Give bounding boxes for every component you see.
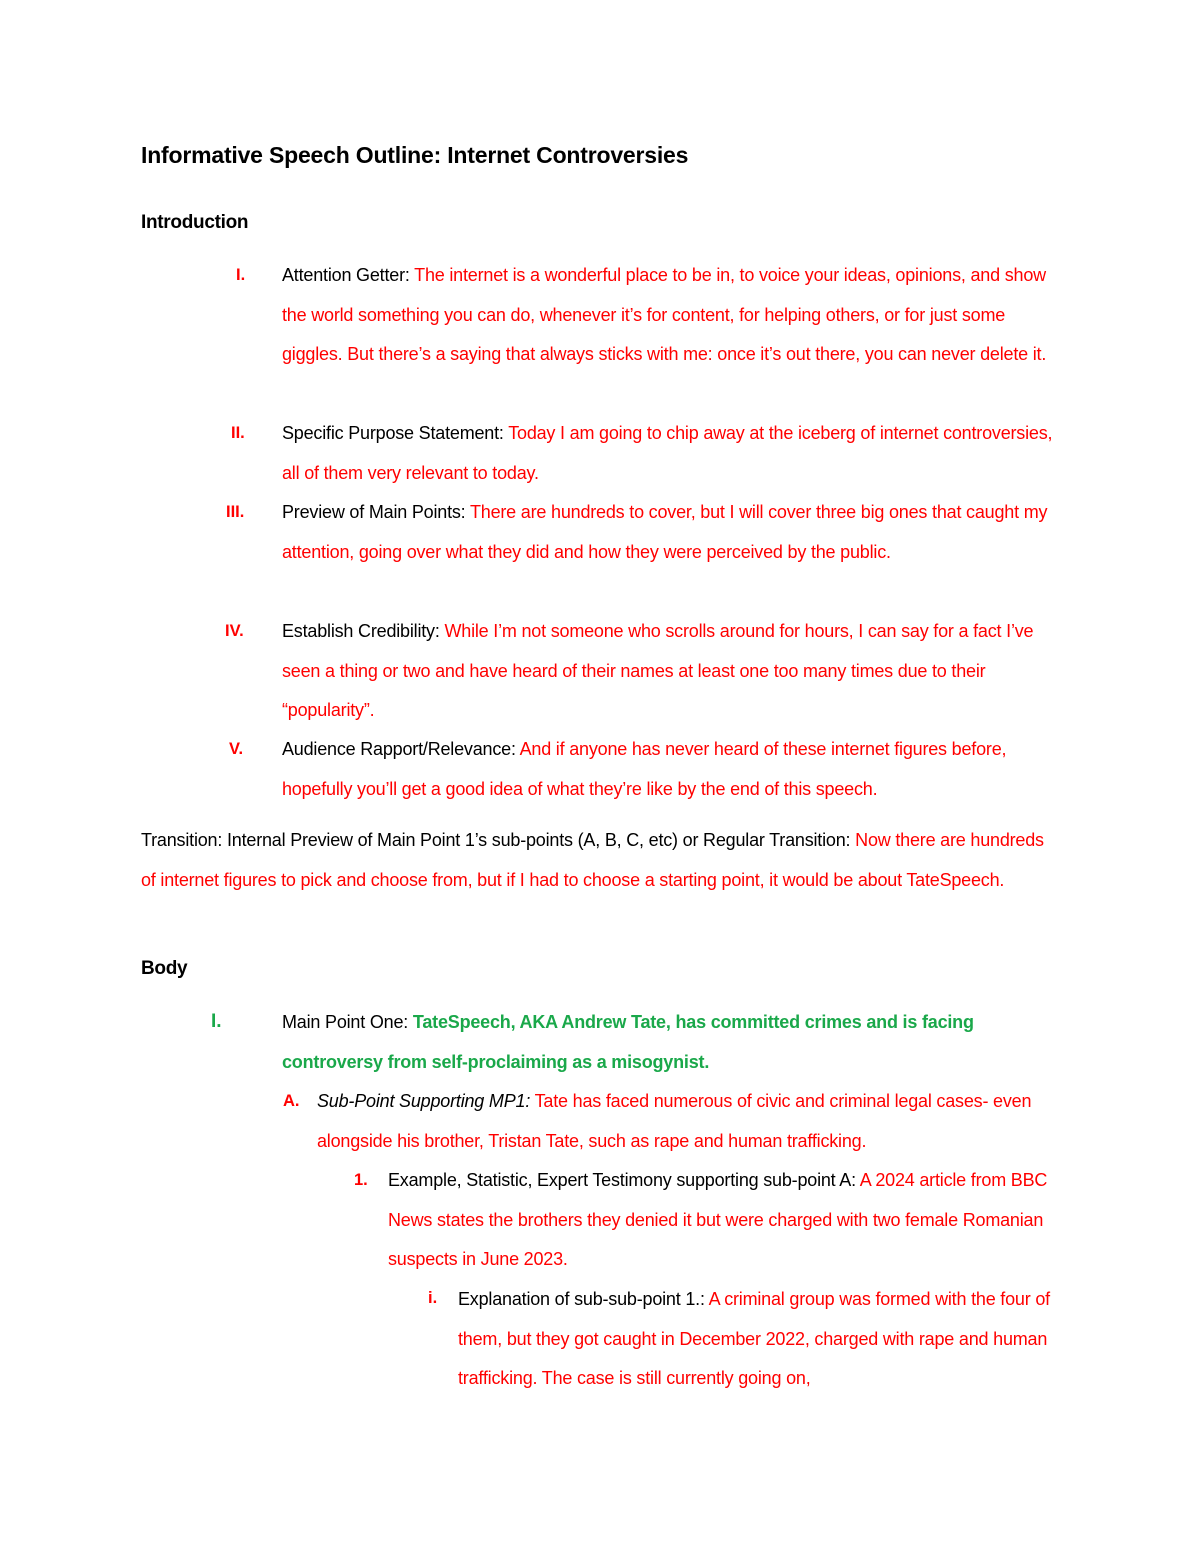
intro-item-4-number: IV. [225, 622, 244, 640]
intro-item-5-number: V. [229, 740, 244, 758]
intro-item-2-label: Specific Purpose Statement: [282, 423, 504, 443]
example-1-label: Example, Statistic, Expert Testimony supporting sub-point A: [388, 1170, 856, 1190]
intro-item-4 [282, 612, 1072, 731]
main-point-one [282, 1003, 1042, 1082]
intro-item-3-label: Preview of Main Points: [282, 502, 466, 522]
intro-item-4-text: While I’m not someone who scrolls around for hours, I can say for a fact I’ve seen a thing or two and have heard of their names at least one too many times due to their “popularity”. [282, 621, 1034, 721]
body-heading: Body [141, 958, 188, 979]
example-1 [388, 1161, 1068, 1280]
transition-paragraph [141, 821, 1061, 900]
sub-point-a [317, 1082, 1077, 1161]
intro-item-1-text: The internet is a wonderful place to be in, to voice your ideas, opinions, and show the world something you can do, whenever it’s for content, for helping others, or for just some giggles. But there’s a saying that always sticks with me: once it’s out there, you can never delete it. [282, 265, 1047, 365]
sub-point-a-text: Tate has faced numerous of civic and criminal legal cases- even alongside his brother, Tristan Tate, such as rape and human trafficking. [317, 1091, 1032, 1151]
intro-item-3-text: There are hundreds to cover, but I will cover three big ones that caught my attention, going over what they did and how they were perceived by the public. [282, 502, 1048, 562]
transition-label: Transition: Internal Preview of Main Point 1’s sub-points (A, B, C, etc) or Regular Transition: [141, 830, 851, 850]
sub-point-a-label: Sub-Point Supporting MP1: [317, 1091, 531, 1111]
transition-text: Now there are hundreds of internet figures to pick and choose from, but if I had to choose a starting point, it would be about TateSpeech. [141, 830, 1044, 890]
document-title: Informative Speech Outline: Internet Controversies [141, 142, 689, 168]
explanation-i-text: A criminal group was formed with the four of them, but they got caught in December 2022, charged with rape and human trafficking. The case is still currently going on, [458, 1289, 1050, 1389]
intro-item-5-text: And if anyone has never heard of these internet figures before, hopefully you’ll get a good idea of what they’re like by the end of this speech. [282, 739, 1007, 799]
intro-item-5-label: Audience Rapport/Relevance: [282, 739, 516, 759]
intro-item-3-number: III. [226, 503, 245, 521]
explanation-i-number: i. [428, 1289, 438, 1307]
intro-item-2 [282, 414, 1062, 493]
intro-item-4-label: Establish Credibility: [282, 621, 440, 641]
example-1-number: 1. [354, 1171, 368, 1189]
intro-item-2-text: Today I am going to chip away at the iceberg of internet controversies, all of them very relevant to today. [282, 423, 1053, 483]
main-point-number: I. [211, 1011, 222, 1032]
intro-item-2-number: II. [231, 424, 245, 442]
intro-item-5 [282, 730, 1052, 809]
explanation-i [458, 1280, 1058, 1399]
intro-item-1-number: I. [236, 266, 246, 284]
main-point-label: Main Point One: [282, 1012, 409, 1032]
intro-item-1 [282, 256, 1062, 375]
main-point-text: TateSpeech, AKA Andrew Tate, has committed crimes and is facing controversy from self-proclaiming as a misogynist. [282, 1012, 974, 1072]
introduction-heading: Introduction [141, 212, 249, 233]
intro-item-3 [282, 493, 1072, 572]
example-1-text: A 2024 article from BBC News states the brothers they denied it but were charged with two female Romanian suspects in June 2023. [388, 1170, 1048, 1270]
intro-item-1-label: Attention Getter: [282, 265, 410, 285]
sub-point-a-number: A. [283, 1092, 300, 1110]
explanation-i-label: Explanation of sub-sub-point 1.: [458, 1289, 705, 1309]
